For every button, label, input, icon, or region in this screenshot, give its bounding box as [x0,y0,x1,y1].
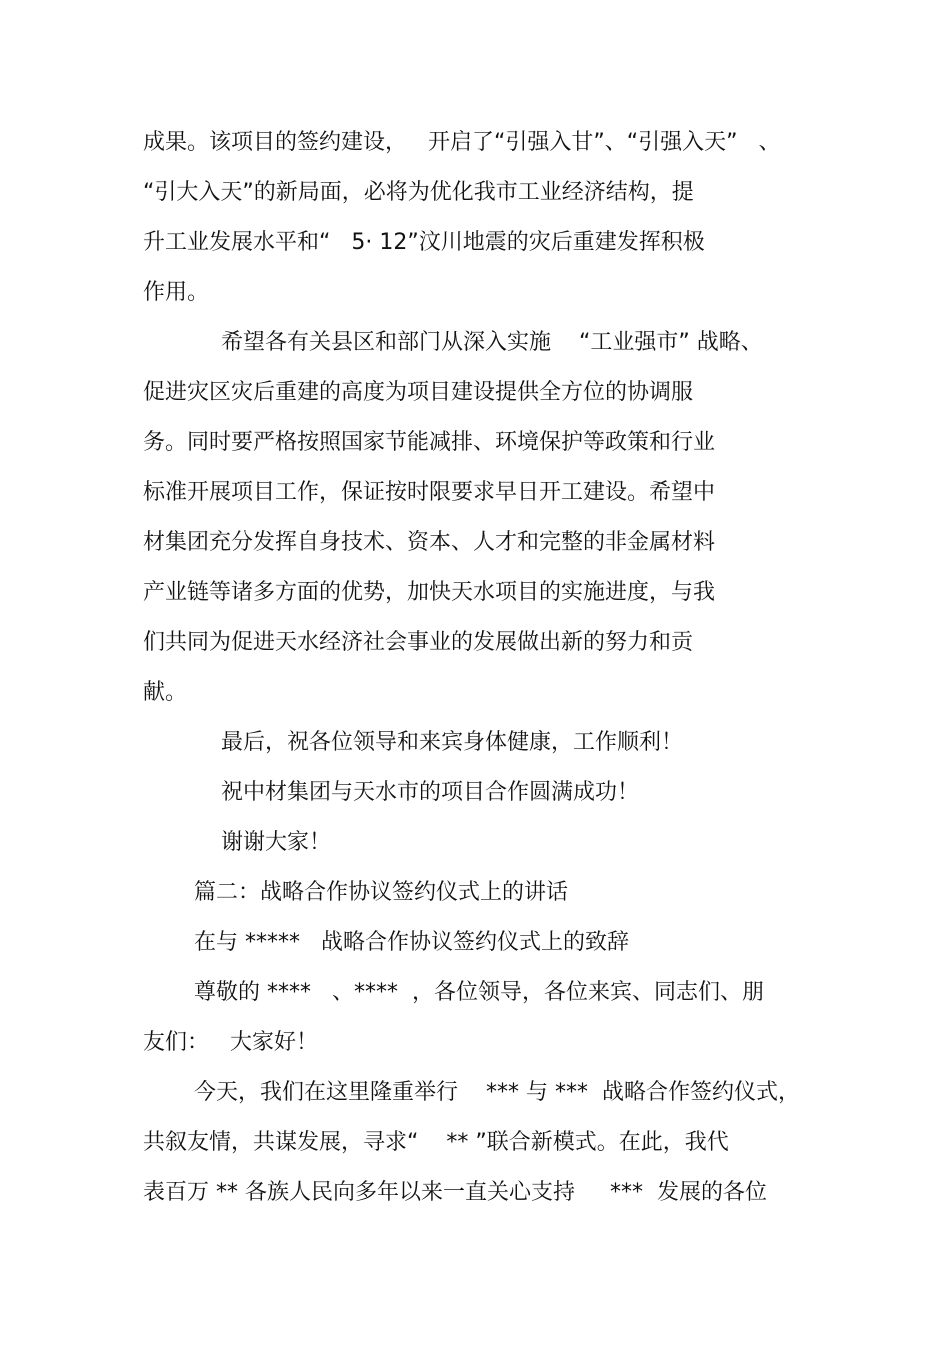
text-line: 促进灾区灾后重建的高度为项目建设提供全方位的协调服 [143,380,694,405]
text-line: 们共同为促进天水经济社会事业的发展做出新的努力和贡 [143,630,694,655]
text-line: 今天，我们在这里隆重举行 *** 与 *** 战略合作签约仪式， [194,1080,800,1105]
salutation: 尊敬的 **** 、**** ，各位领导，各位来宾、同志们、朋 [194,980,764,1005]
text-line: 希望各有关县区和部门从深入实施 “工业强市” 战略、 [221,330,763,355]
section-heading: 篇二：战略合作协议签约仪式上的讲话 [194,880,569,905]
text-line: 材集团充分发挥自身技术、资本、人才和完整的非金属材料 [143,530,716,555]
text-line: 友们： 大家好！ [143,1030,318,1055]
text-line: 产业链等诸多方面的优势，加快天水项目的实施进度，与我 [143,580,716,605]
text-line: 共叙友情，共谋发展，寻求“ ** ”联合新模式。在此，我代 [143,1130,729,1155]
text-line: 成果。该项目的签约建设， 开启了“引强入甘”、“引强入天” 、 [143,130,781,155]
text-line: 务。同时要严格按照国家节能减排、环境保护等政策和行业 [143,430,716,455]
text-line: 标准开展项目工作，保证按时限要求早日开工建设。希望中 [143,480,716,505]
text-line: 最后，祝各位领导和来宾身体健康，工作顺利！ [221,730,684,755]
text-line: 谢谢大家！ [221,830,332,855]
text-line: “引大入天”的新局面，必将为优化我市工业经济结构，提 [143,180,694,205]
text-line: 作用。 [143,280,210,305]
text-line: 祝中材集团与天水市的项目合作圆满成功！ [221,780,640,805]
text-line: 表百万 ** 各族人民向多年以来一直关心支持 *** 发展的各位 [143,1180,767,1205]
text-line: 升工业发展水平和“ 5· 12”汶川地震的灾后重建发挥积极 [143,230,705,255]
speech-title: 在与 ***** 战略合作协议签约仪式上的致辞 [194,930,629,955]
text-line: 献。 [143,680,188,705]
